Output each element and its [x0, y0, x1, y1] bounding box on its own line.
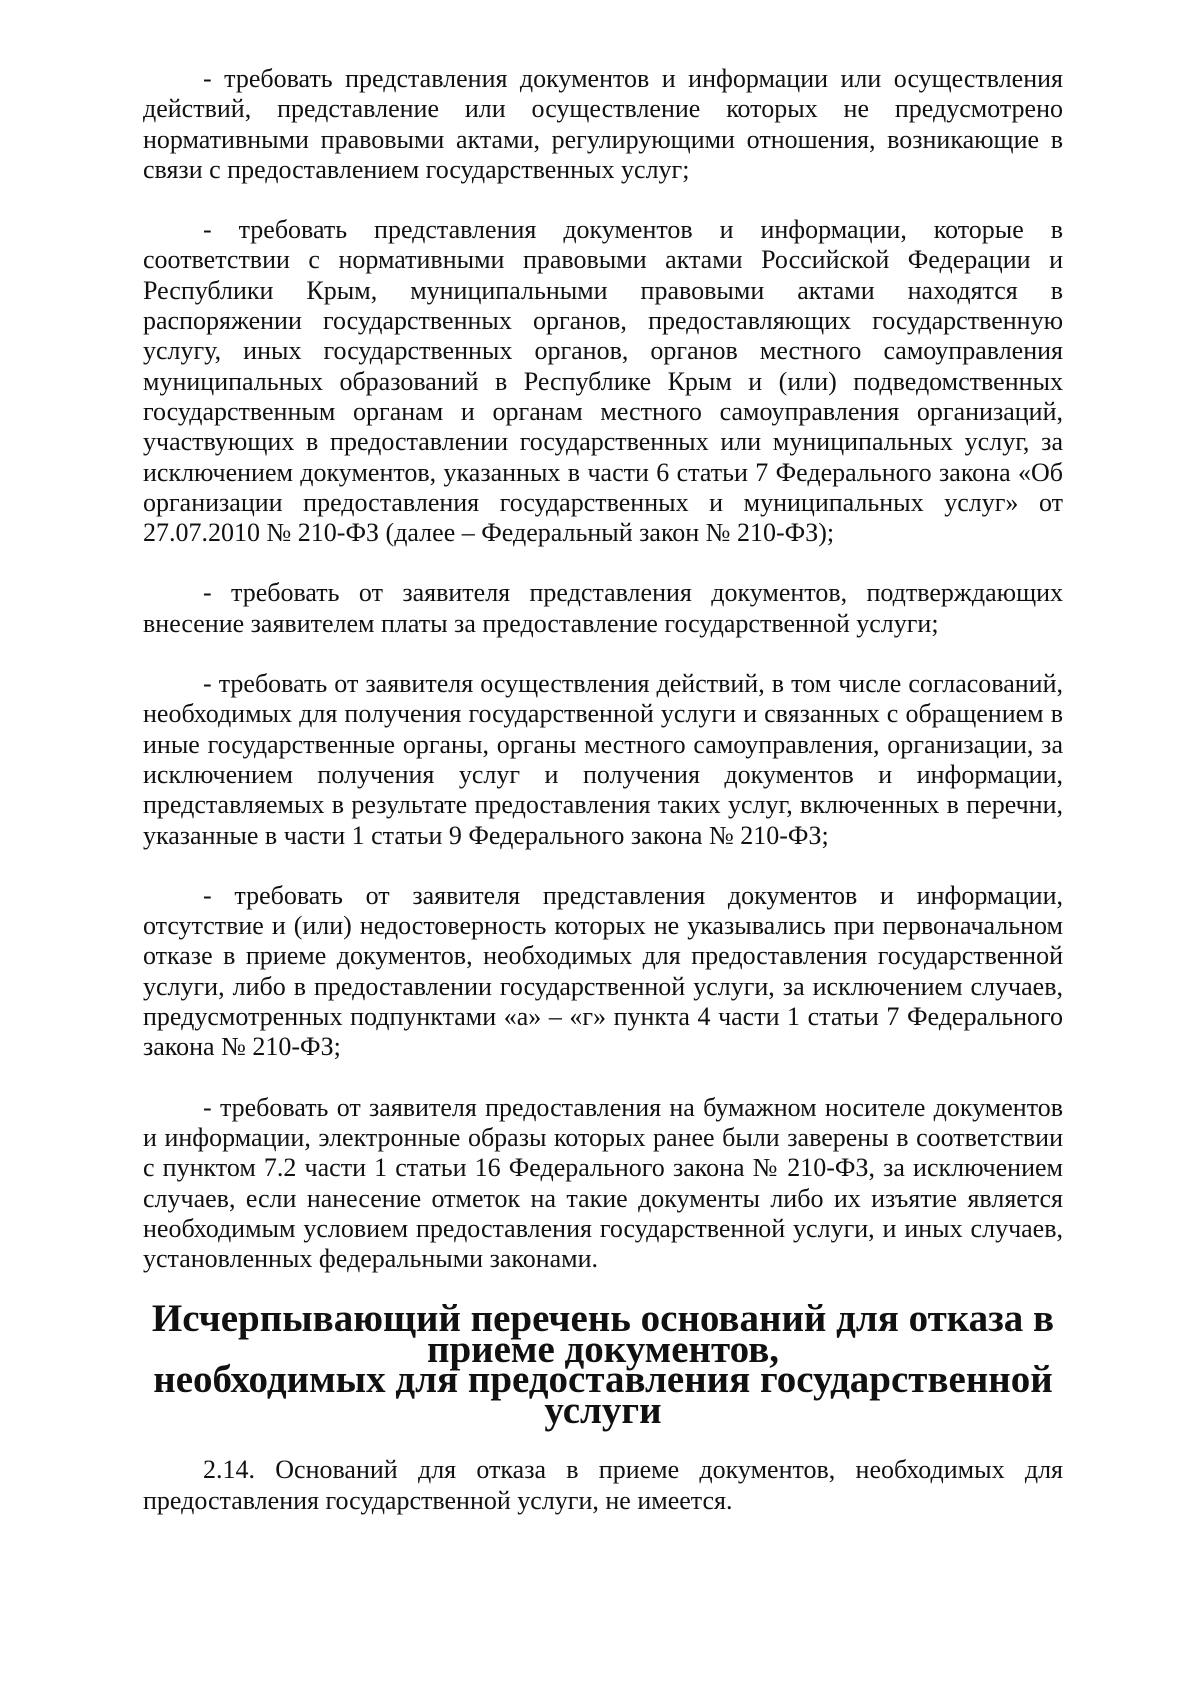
section-heading	[143, 1297, 1063, 1432]
document-page	[143, 64, 1063, 1516]
paragraph-2-14: 2.14. Оснований для отказа в приеме документов, необходимых для предоставления государственной услуги, не имеется.	[143, 1455, 1063, 1515]
paragraph-requirement-2: - требовать представления документов и информации, которые в соответствии с нормативными правовыми актами Российской Федерации и Республики Крым, муниципальными правовыми актами находятся в распоряжении государственных органов, предоставляющих государственную услугу, иных государственных органов, органов местного самоуправления муниципальных образований в Республике Крым и (или) подведомственных государственным органам и органам местного самоуправления организаций, участвующих в предоставлении государственных или муниципальных услуг, за исключением документов, указанных в части 6 статьи 7 Федерального закона «Об организации предоставления государственных и муниципальных услуг» от 27.07.2010 № 210-ФЗ (далее – Федеральный закон № 210-ФЗ);	[143, 215, 1063, 548]
paragraph-requirement-1: - требовать представления документов и информации или осуществления действий, представление или осуществление которых не предусмотрено нормативными правовыми актами, регулирующими отношения, возникающие в связи с предоставлением государственных услуг;	[143, 64, 1063, 184]
paragraph-requirement-4: - требовать от заявителя осуществления действий, в том числе согласований, необходимых для получения государственной услуги и связанных с обращением в иные государственные органы, органы местного самоуправления, организации, за исключением получения услуг и получения документов и информации, представляемых в результате предоставления таких услуг, включенных в перечни, указанные в части 1 статьи 9 Федерального закона № 210-ФЗ;	[143, 669, 1063, 850]
section-heading-line-1: Исчерпывающий перечень оснований для отказа в приеме документов,	[151, 1297, 1055, 1371]
section-heading-line-2: необходимых для предоставления государственной услуги	[153, 1358, 1053, 1432]
paragraph-requirement-3: - требовать от заявителя представления документов, подтверждающих внесение заявителем платы за предоставление государственной услуги;	[143, 578, 1063, 638]
paragraph-requirement-5: - требовать от заявителя представления документов и информации, отсутствие и (или) недостоверность которых не указывались при первоначальном отказе в приеме документов, необходимых для предоставления государственной услуги, либо в предоставлении государственной услуги, за исключением случаев, предусмотренных подпунктами «а» – «г» пункта 4 части 1 статьи 7 Федерального закона № 210-ФЗ;	[143, 880, 1063, 1062]
paragraph-requirement-6: - требовать от заявителя предоставления на бумажном носителе документов и информации, электронные образы которых ранее были заверены в соответствии с пунктом 7.2 части 1 статьи 16 Федерального закона № 210-ФЗ, за исключением случаев, если нанесение отметок на такие документы либо их изъятие является необходимым условием предоставления государственной услуги, и иных случаев, установленных федеральными законами.	[143, 1092, 1063, 1274]
